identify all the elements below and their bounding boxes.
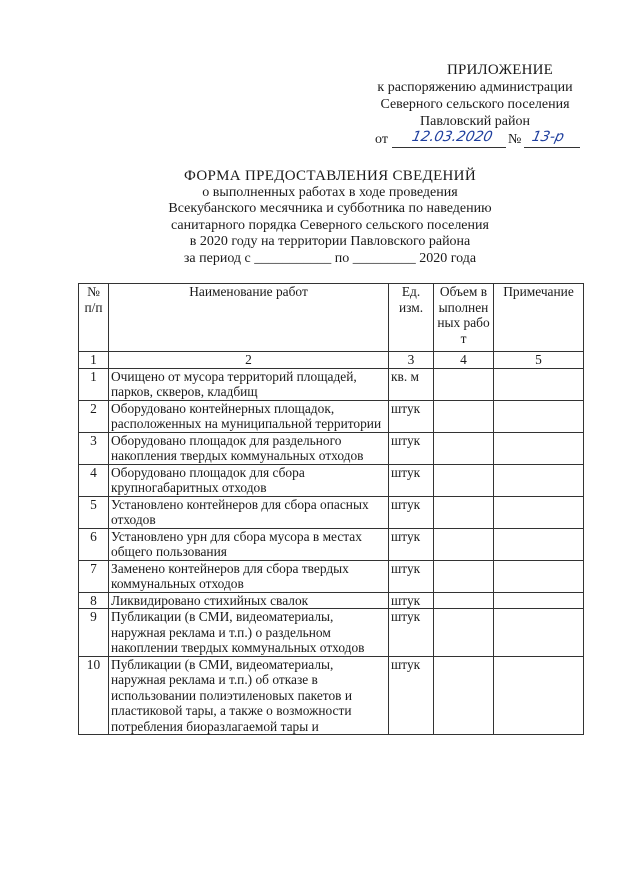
index-cell: 1 <box>79 352 109 369</box>
number-underline <box>524 147 580 148</box>
row-unit: кв. м <box>389 368 434 400</box>
row-volume <box>434 368 494 400</box>
row-volume <box>434 496 494 528</box>
row-num: 2 <box>79 400 109 432</box>
date-prefix: от <box>375 132 388 147</box>
row-volume <box>434 464 494 496</box>
row-note <box>494 368 584 400</box>
row-name: Установлено контейнеров для сбора опасных отходов <box>109 496 389 528</box>
row-name: Установлено урн для сбора мусора в местах общего пользования <box>109 528 389 560</box>
table-row <box>79 464 584 496</box>
row-name: Публикации (в СМИ, видеоматериалы, наружная реклама и т.п.) об отказе в использовании полиэтиленовых пакетов и пластиковой тары, а также о возможности потребления биоразлагаемой тары и <box>109 656 389 735</box>
row-name: Оборудовано площадок для сбора крупногабаритных отходов <box>109 464 389 496</box>
row-unit: штук <box>389 560 434 592</box>
row-note <box>494 609 584 657</box>
row-volume <box>434 609 494 657</box>
header-unit: Ед. изм. <box>389 284 434 352</box>
header-num: № п/п <box>79 284 109 352</box>
table-header-row <box>79 284 584 352</box>
header-note: Примечание <box>494 284 584 352</box>
index-cell: 5 <box>494 352 584 369</box>
row-unit: штук <box>389 464 434 496</box>
row-note <box>494 496 584 528</box>
appendix-block <box>330 62 620 149</box>
date-underline <box>392 147 506 148</box>
row-num: 4 <box>79 464 109 496</box>
row-unit: штук <box>389 656 434 735</box>
row-note <box>494 400 584 432</box>
row-num: 3 <box>79 432 109 464</box>
row-volume <box>434 656 494 735</box>
row-num: 6 <box>79 528 109 560</box>
table-row <box>79 592 584 609</box>
table-row <box>79 496 584 528</box>
form-line-3: санитарного порядка Северного сельского поселения <box>171 217 489 233</box>
row-note <box>494 656 584 735</box>
row-unit: штук <box>389 496 434 528</box>
handwritten-date: 12.03.2020 <box>410 129 494 145</box>
appendix-title: ПРИЛОЖЕНИЕ <box>446 62 554 78</box>
row-note <box>494 560 584 592</box>
table-row <box>79 528 584 560</box>
table-row <box>79 368 584 400</box>
row-name: Публикации (в СМИ, видеоматериалы, наружная реклама и т.п.) о раздельном накоплении твердых коммунальных отходов <box>109 609 389 657</box>
row-note <box>494 528 584 560</box>
appendix-line-2: Северного сельского поселения <box>380 97 570 112</box>
form-line-4: в 2020 году на территории Павловского района <box>189 234 471 249</box>
number-prefix: № <box>508 132 522 147</box>
form-line-2: Всекубанского месячника и субботника по наведению <box>168 201 492 216</box>
index-cell: 3 <box>389 352 434 369</box>
appendix-line-1: к распоряжению администрации <box>377 80 573 95</box>
row-name: Заменено контейнеров для сбора твердых коммунальных отходов <box>109 560 389 592</box>
row-unit: штук <box>389 609 434 657</box>
row-unit: штук <box>389 528 434 560</box>
row-num: 7 <box>79 560 109 592</box>
row-num: 10 <box>79 656 109 735</box>
form-title: ФОРМА ПРЕДОСТАВЛЕНИЯ СВЕДЕНИЙ <box>184 168 476 184</box>
header-volume: Объем выполненных работ <box>434 284 494 352</box>
table-index-row <box>79 352 584 369</box>
works-table <box>78 283 584 735</box>
table-row <box>79 400 584 432</box>
row-note <box>494 464 584 496</box>
row-name: Оборудовано площадок для раздельного накопления твердых коммунальных отходов <box>109 432 389 464</box>
row-num: 1 <box>79 368 109 400</box>
row-volume <box>434 560 494 592</box>
handwritten-number: 13-р <box>530 129 566 145</box>
table-row <box>79 609 584 657</box>
row-unit: штук <box>389 400 434 432</box>
index-cell: 4 <box>434 352 494 369</box>
row-name: Ликвидировано стихийных свалок <box>109 592 389 609</box>
row-volume <box>434 432 494 464</box>
row-unit: штук <box>389 592 434 609</box>
row-volume <box>434 528 494 560</box>
row-volume <box>434 592 494 609</box>
table-row <box>79 656 584 735</box>
form-line-1: о выполненных работах в ходе проведения <box>202 184 458 200</box>
appendix-line-3: Павловский район <box>420 114 530 129</box>
row-num: 5 <box>79 496 109 528</box>
row-num: 9 <box>79 609 109 657</box>
row-volume <box>434 400 494 432</box>
row-name: Оборудовано контейнерных площадок, расположенных на муниципальной территории <box>109 400 389 432</box>
table-row <box>79 432 584 464</box>
order-date-number-line <box>330 131 620 149</box>
row-num: 8 <box>79 592 109 609</box>
row-note <box>494 432 584 464</box>
row-name: Очищено от мусора территорий площадей, парков, скверов, кладбищ <box>109 368 389 400</box>
table-row <box>79 560 584 592</box>
form-header <box>130 168 530 267</box>
row-unit: штук <box>389 432 434 464</box>
index-cell: 2 <box>109 352 389 369</box>
form-line-5: за период с ___________ по _________ 2020 года <box>183 250 477 266</box>
header-name: Наименование работ <box>109 284 389 352</box>
row-note <box>494 592 584 609</box>
